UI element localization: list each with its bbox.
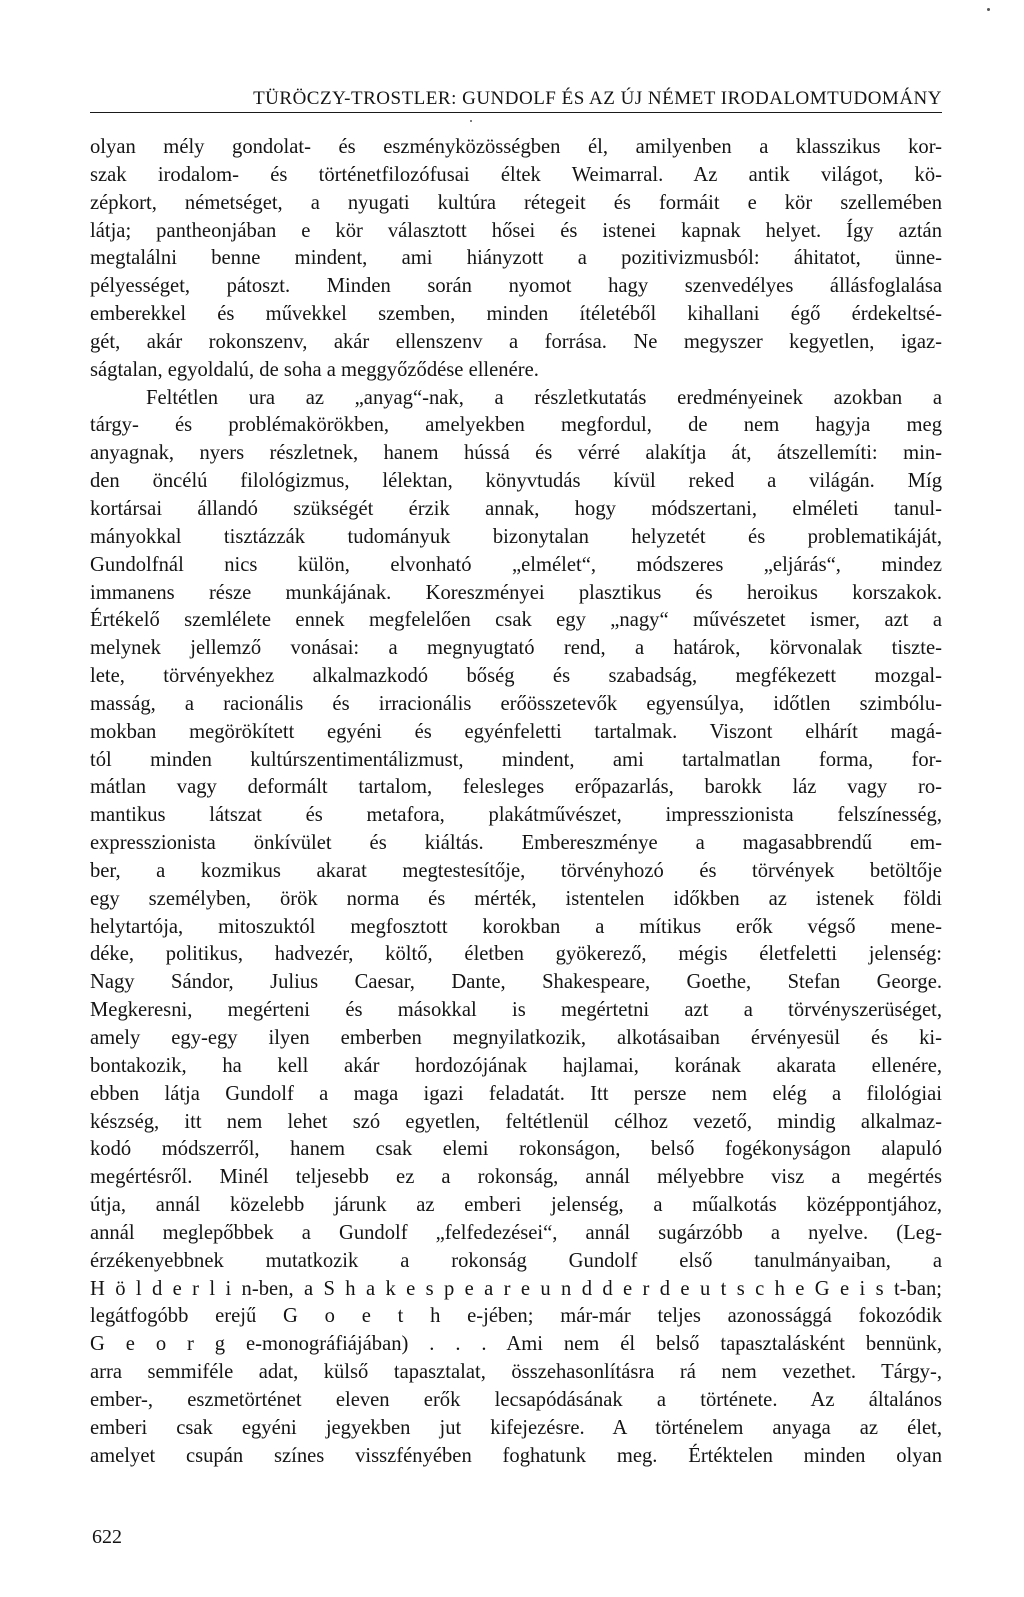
text-line: megtalálni benne mindent, ami hiányzott a pozitivizmusból: áhitatot, ünne- xyxy=(90,247,942,270)
text-line: kortársai állandó szükségét érzik annak, hogy módszertani, elméleti tanul- xyxy=(90,497,942,520)
text-line: expresszionista önkívület és kiáltás. Embereszménye a magasabbrendű em- xyxy=(90,832,942,855)
text-line: olyan mély gondolat- és eszményközösségben él, amilyenben a klasszikus kor- xyxy=(90,136,942,158)
scan-speck xyxy=(470,120,472,122)
text-line: mokban megörökített egyéni és egyénfeletti tartalmak. Viszont elhárít magá- xyxy=(90,720,942,743)
text-line: lete, törvényekhez alkalmazkodó bőség és szabadság, megfékezett mozgal- xyxy=(90,665,942,688)
text-line: amely egy-egy ilyen emberben megnyilatkozik, alkotásaiban érvényesül és ki- xyxy=(90,1027,942,1049)
text-line: szak irodalom- és történetfilozófusai éltek Weimarral. Az antik világot, kö- xyxy=(90,163,942,186)
text-line: emberekkel és művekkel szemben, minden ítéletéből kihallani égő érdekeltsé- xyxy=(90,303,942,326)
text-line: annál meglepőbbek a Gundolf „felfedezései“, annál sugárzóbb a nyelve. (Leg- xyxy=(90,1221,942,1244)
text-line: ebben látja Gundolf a maga igazi feladatát. Itt persze nem elég a filológiai xyxy=(90,1082,942,1105)
page-number: 622 xyxy=(92,1526,122,1548)
paragraph-start-line: Feltétlen ura az „anyag“-nak, a részletkutatás eredményeinek azokban a xyxy=(146,386,942,409)
text-line: mátlan vagy deformált tartalom, felesleges erőpazarlás, barokk láz vagy ro- xyxy=(90,776,942,799)
text-line: egy személyben, örök norma és mérték, istentelen időkben az istenek földi xyxy=(90,887,942,910)
text-line: ber, a kozmikus akarat megtestesítője, törvényhozó és törvények betöltője xyxy=(90,859,942,882)
text-line: legátfogóbb erejű G o e t h e-jében; már-már teljes azonossággá fokozódik xyxy=(90,1305,942,1328)
text-line: masság, a racionális és irracionális erőösszetevők egyensúlya, időtlen szimbólu- xyxy=(90,692,942,715)
scan-speck xyxy=(987,8,990,11)
text-line: amelyet csupán színes visszfényében foghatunk meg. Értéktelen minden olyan xyxy=(90,1444,942,1467)
text-line: tól minden kultúrszentimentálizmust, mindent, ami tartalmatlan forma, for- xyxy=(90,748,942,771)
text-line: melynek jellemző vonásai: a megnyugtató rend, a határok, körvonalak tiszte- xyxy=(90,637,942,660)
text-line: emberi csak egyéni jegyekben jut kifejezésre. A történelem anyaga az élet, xyxy=(90,1416,942,1439)
running-head: TÜRÖCZY-TROSTLER: GUNDOLF ÉS AZ ÚJ NÉMET IRODALOMTUDOMÁNY xyxy=(90,88,942,113)
text-line: ember-, eszmetörténet eleven erők lecsapódásának a története. Az általános xyxy=(90,1388,942,1411)
text-line: anyagnak, nyers részletnek, hanem hússá és vérré alakítja át, átszellemíti: min- xyxy=(90,442,942,465)
text-line: immanens része munkájának. Koreszményei plasztikus és heroikus korszakok. xyxy=(90,581,942,604)
text-line: mantikus látszat és metafora, plakátművészet, impresszionista felszínesség, xyxy=(90,804,942,827)
text-line: helytartója, mitoszuktól megfosztott korokban a mítikus erők végső mene- xyxy=(90,915,942,938)
text-line: Gundolfnál nics külön, elvonható „elmélet“, módszeres „eljárás“, mindez xyxy=(90,553,942,576)
text-line: mányokkal tisztázzák tudományuk bizonytalan helyzetét és problematikáját, xyxy=(90,525,942,548)
text-line: arra semmiféle adat, külső tapasztalat, összehasonlításra rá nem vezethet. Tárgy-, xyxy=(90,1361,942,1384)
text-line: Nagy Sándor, Julius Caesar, Dante, Shakespeare, Goethe, Stefan George. xyxy=(90,971,942,994)
paragraph-end-line: ságtalan, egyoldalú, de soha a meggyőződése ellenére. xyxy=(90,358,539,381)
text-line: bontakozik, ha kell akár hordozójának hajlamai, korának akarata ellenére, xyxy=(90,1054,942,1077)
text-line: pélyességet, pátoszt. Minden során nyomot hagy szenvedélyes állásfoglalása xyxy=(90,275,942,298)
body-text xyxy=(90,134,942,1471)
text-line: készség, itt nem lehet szó egyetlen, feltétlenül célhoz vezető, mindig alkalmaz- xyxy=(90,1110,942,1133)
text-line: Megkeresni, megérteni és másokkal is megértetni azt a törvényszerüséget, xyxy=(90,999,942,1022)
text-line: tárgy- és problémakörökben, amelyekben megfordul, de nem hagyja meg xyxy=(90,414,942,437)
text-line: kodó módszerről, hanem csak elemi rokonságon, belső fogékonyságon alapuló xyxy=(90,1138,942,1161)
text-line: gét, akár rokonszenv, akár ellenszenv a forrása. Ne megyszer kegyetlen, igaz- xyxy=(90,330,942,353)
text-line: érzékenyebbnek mutatkozik a rokonság Gundolf első tanulmányaiban, a xyxy=(90,1249,942,1272)
text-line: déke, politikus, hadvezér, költő, életben gyökerező, mégis életfeletti jelenség: xyxy=(90,943,942,966)
text-line: látja; pantheonjában e kör választott hősei és istenei kapnak helyet. Így aztán xyxy=(90,219,942,242)
text-line: Értékelő szemlélete ennek megfelelően csak egy „nagy“ művészetet ismer, azt a xyxy=(90,609,942,632)
text-line: zépkort, németséget, a nyugati kultúra rétegeit és formáit e kör szellemében xyxy=(90,191,942,214)
text-line: H ö l d e r l i n-ben, a S h a k e s p e a r e u n d d e r d e u t s c h e G e i s t-ban; xyxy=(90,1277,942,1300)
text-line: G e o r g e-monográfiájában) . . . Ami nem él belső tapasztalásként bennünk, xyxy=(90,1333,942,1356)
text-line: den öncélú filológizmus, lélektan, könyvtudás kívül reked a világán. Míg xyxy=(90,470,942,493)
text-line: megértésről. Minél teljesebb ez a rokonság, annál mélyebbre visz a megértés xyxy=(90,1166,942,1189)
text-line: útja, annál közelebb járunk az emberi jelenség, a műalkotás középpontjához, xyxy=(90,1194,942,1217)
